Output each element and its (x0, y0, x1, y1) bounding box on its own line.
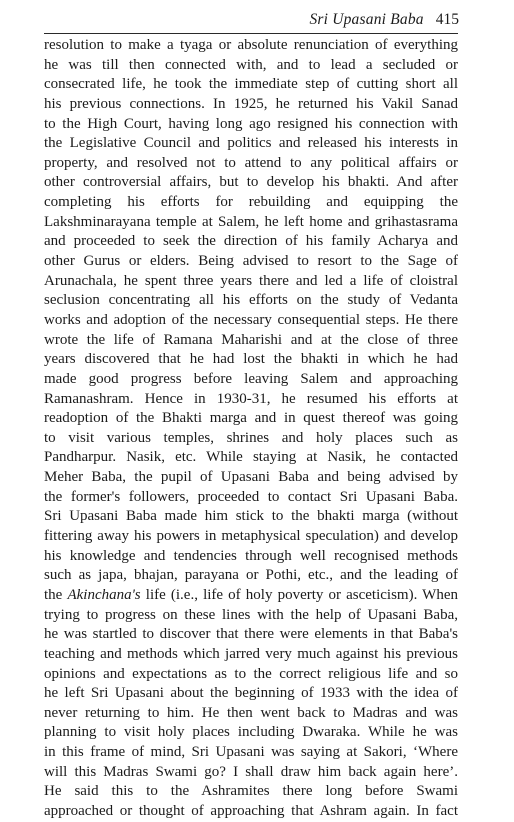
text-line: he was startled to discover that there were elements in that Baba's (44, 626, 458, 643)
text-line: other controversial affairs, but to develop his bhakti. And after (44, 174, 458, 191)
text-line: Ramanashram. Hence in 1930-31, he resumed his efforts at (44, 390, 458, 407)
text-line: readoption of the Bhakti marga and in quest thereof was going (44, 410, 458, 427)
text-line: the Legislative Council and politics and released his interests in (44, 135, 458, 152)
text-line: planning to visit holy places including Dwaraka. While he was (44, 724, 458, 741)
text-line: to the High Court, having long ago resigned his connection with (44, 115, 458, 132)
text-line: he was till then connected with, and to lead a secluded or (44, 56, 458, 73)
text-line: his previous connections. In 1925, he returned his Vakil Sanad (44, 95, 458, 112)
running-header (309, 11, 459, 29)
text-line (44, 586, 458, 606)
text-line: years discovered that he had lost the bhakti in which he had (44, 351, 458, 368)
text-line: property, and resolved not to attend to any political affairs or (44, 154, 458, 171)
text-line: in this frame of mind, Sri Upasani was saying at Sakori, ‘Where (44, 744, 458, 761)
text-line: to visit various temples, shrines and holy places such as (44, 429, 458, 446)
text-line: made good progress before leaving Salem and approaching (44, 370, 458, 387)
text-line: teaching and methods which jarred very much against his previous (44, 645, 458, 662)
text-line: wrote the life of Ramana Maharishi and at the close of three (44, 331, 458, 348)
text-line: Arunachala, he spent three years there and led a life of cloistral (44, 272, 458, 289)
text-line: such as japa, bhajan, parayana or Pothi, etc., and the leading of (44, 567, 458, 584)
text-line: Pandharpur. Nasik, etc. While staying at Nasik, he contacted (44, 449, 458, 466)
text-line: he left Sri Upasani about the beginning of 1933 with the idea of (44, 685, 458, 702)
text-line: works and adoption of the necessary consequential steps. He there (44, 311, 458, 328)
text-line: Sri Upasani Baba made him stick to the bhakti marga (without (44, 508, 458, 525)
italic-term: Akinchana's (67, 586, 141, 603)
text-line: approached or thought of approaching that Ashram again. In fact (44, 802, 458, 819)
text-line: opinions and expectations as to the correct religious life and so (44, 665, 458, 682)
text-line: consecrated life, he took the immediate step of cutting short all (44, 76, 458, 93)
text-segment: life (i.e., life of holy poverty or asceticism). When (140, 586, 458, 603)
text-line: Lakshminarayana temple at Salem, he left home and grihastasrama (44, 213, 458, 230)
text-line: fittering away his powers in metaphysical speculation) and develop (44, 528, 458, 545)
header-rule (44, 33, 458, 34)
text-line: He said this to the Ashramites there long before Swami (44, 783, 458, 800)
text-line: will this Madras Swami go? I shall draw him back again here’. (44, 763, 458, 780)
text-line: his knowledge and tendencies through well recognised methods (44, 547, 458, 564)
page-number: 415 (435, 11, 459, 28)
text-line: seclusion concentrating all his efforts on the study of Vedanta (44, 292, 458, 309)
running-head-title: Sri Upasani Baba (309, 11, 424, 28)
text-line: the former's followers, proceeded to contact Sri Upasani Baba. (44, 488, 458, 505)
text-segment: the (44, 586, 68, 603)
text-line: Meher Baba, the pupil of Upasani Baba and being advised by (44, 469, 458, 486)
text-line: resolution to make a tyaga or absolute renunciation of everything (44, 37, 458, 53)
text-line: trying to progress on these lines with the help of Upasani Baba, (44, 606, 458, 623)
text-line: never returning to him. He then went back to Madras and was (44, 704, 458, 721)
text-line: and proceeded to seek the direction of his family Acharya and (44, 233, 458, 250)
body-text (44, 36, 458, 822)
text-line: completing his efforts for rebuilding and equipping the (44, 194, 458, 211)
text-line: other Gurus or elders. Being advised to resort to the Sage of (44, 253, 458, 270)
